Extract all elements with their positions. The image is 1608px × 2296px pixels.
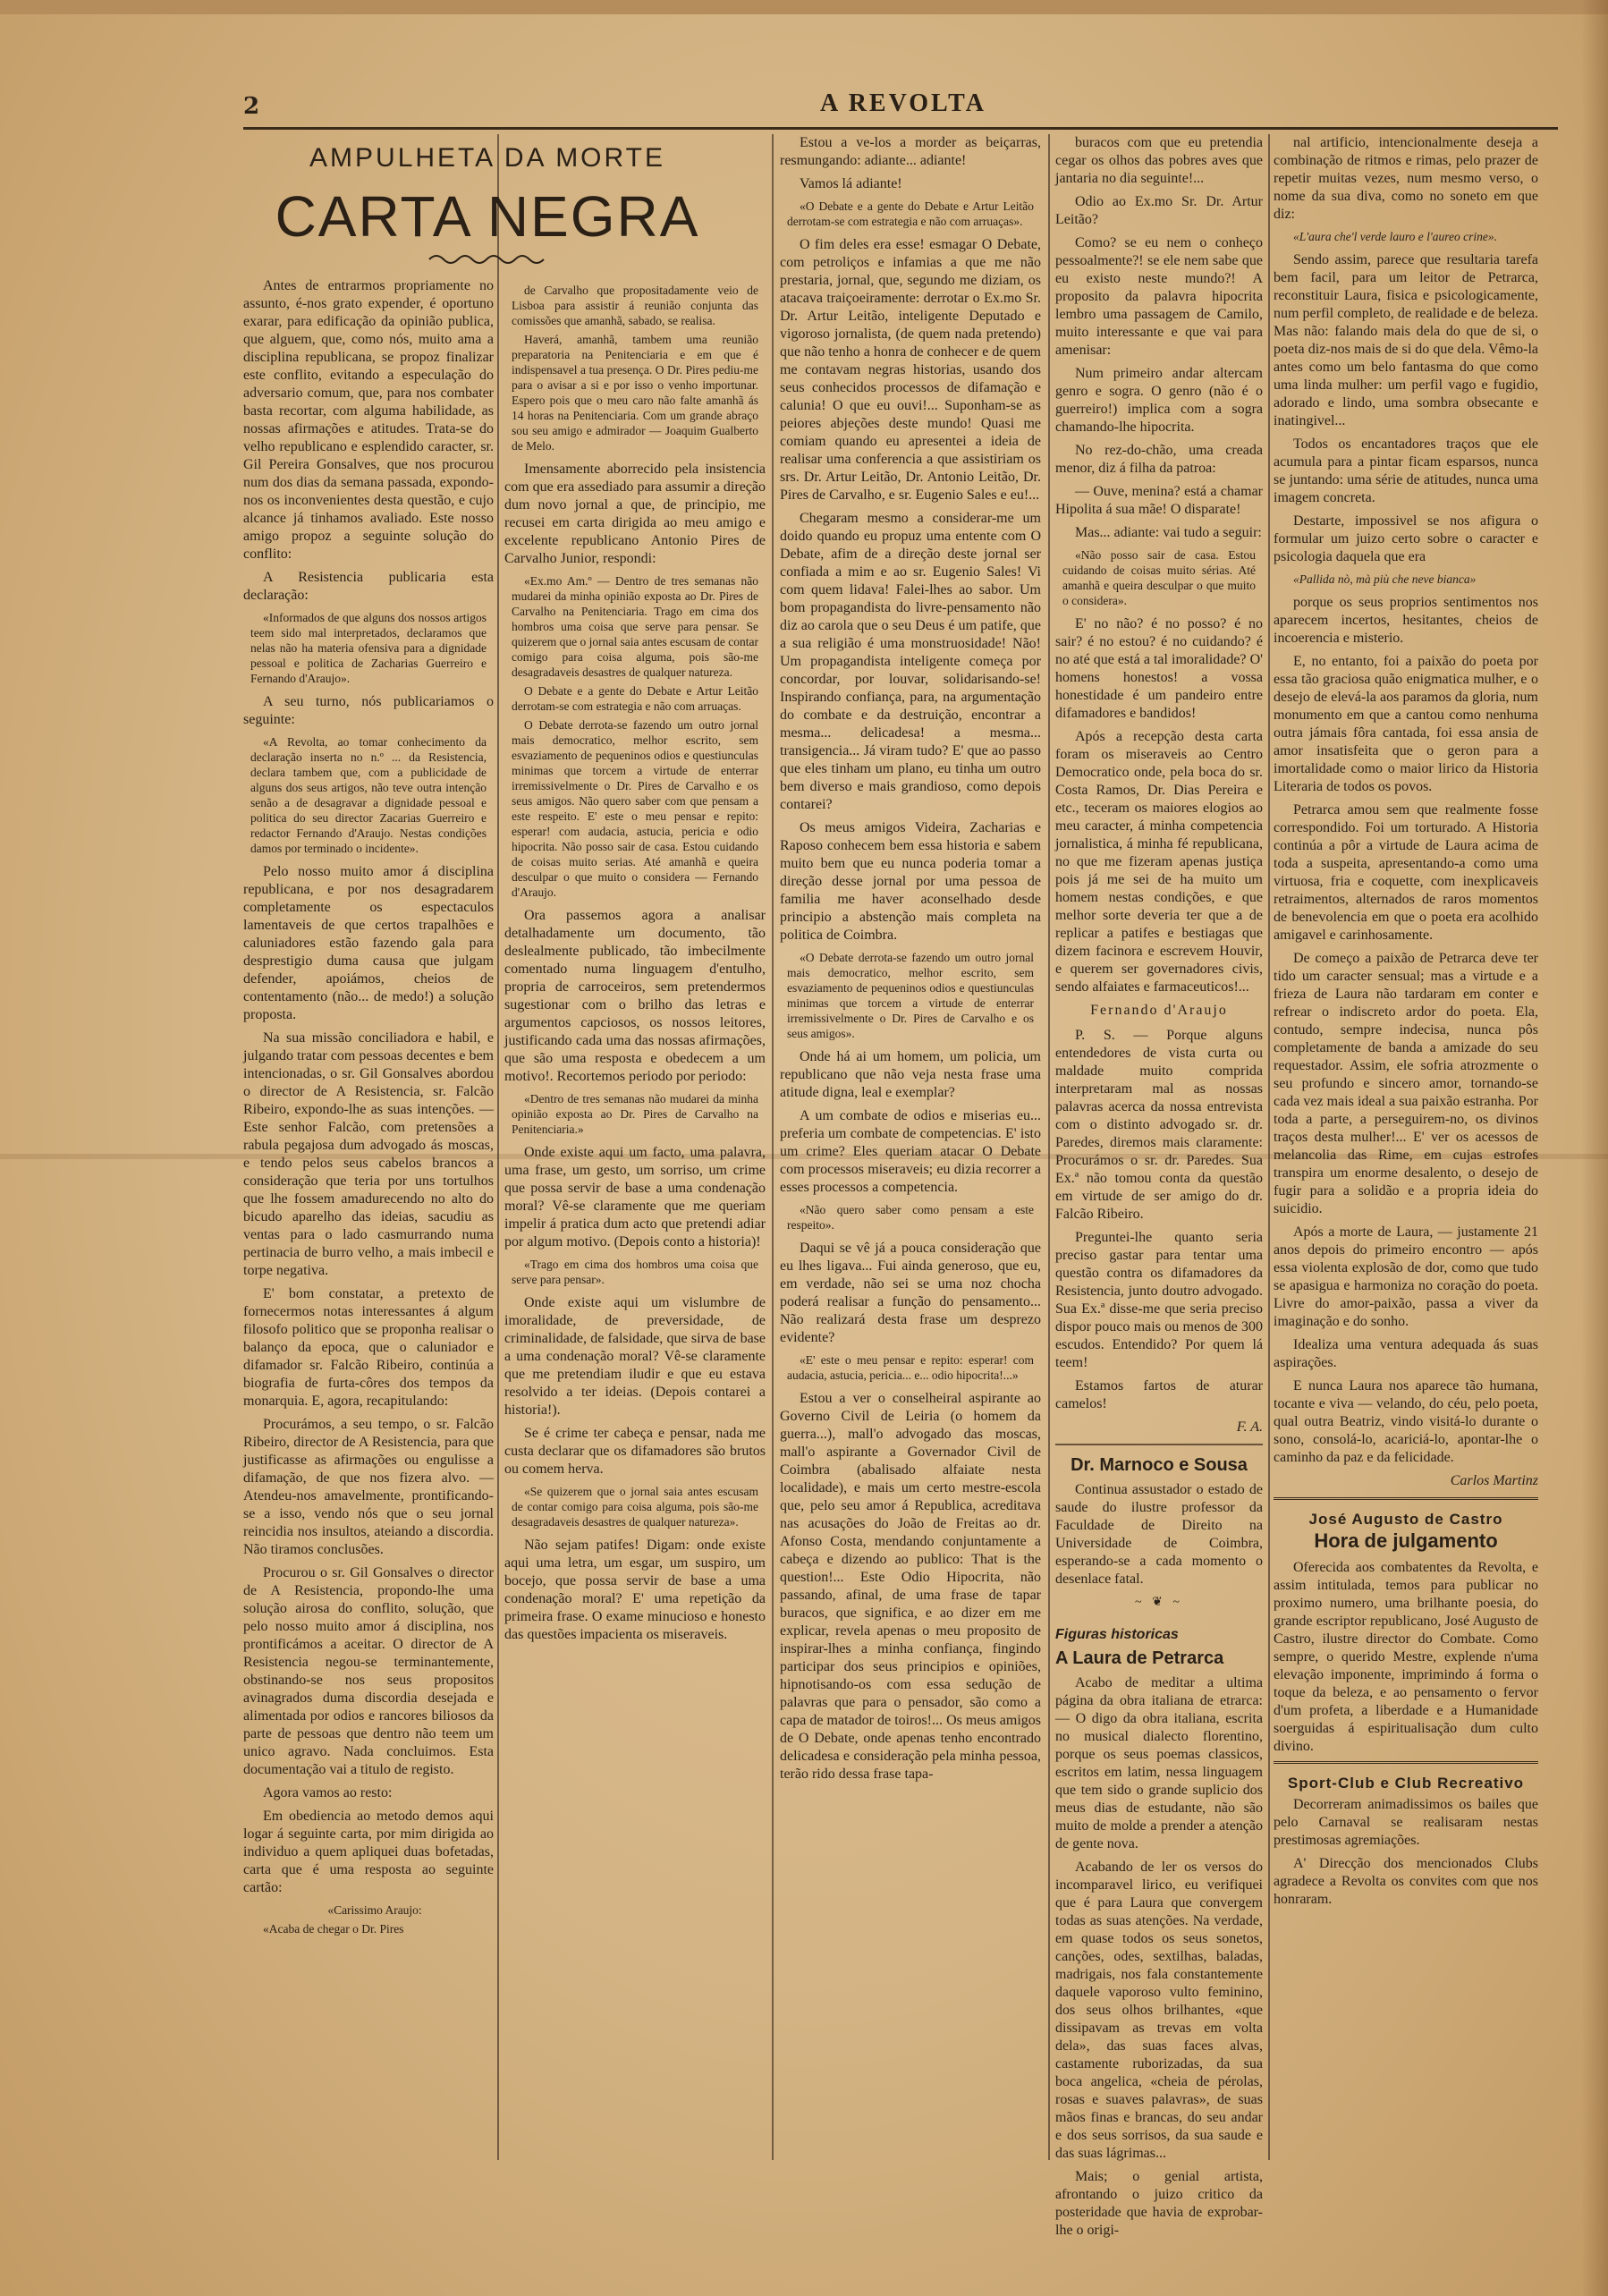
author-signature: Carlos Martinz — [1450, 1473, 1538, 1488]
masthead: A REVOLTA — [820, 89, 986, 117]
paragraph: A seu turno, nós publicariamos o seguinte: — [243, 694, 494, 727]
paragraph: Ora passemos agora a analisar detalhadamente um documento, tão deslealmente publicado, tão imbecilmente comentado numa linguagem d'entulho, propria de carroceiros, sem pretendermos sugestionar com o brilho das letras e argumentos capciosos, os nossos leitores, justificando cada uma das nossas afirmações, que são uma resposta e obedecem a um motivo!. Recortemos periodo por periodo: — [504, 908, 766, 1084]
paragraph: A Resistencia publicaria esta declaração: — [243, 570, 494, 603]
paragraph: Se é crime ter cabeça e pensar, nada me custa declarar que os difamadores são brutos ou comem herva. — [504, 1426, 766, 1477]
quote-text: «E' este o meu pensar e repito: esperar! com audacia, astucia, pericia... e... odio hipocrita!...» — [787, 1353, 1034, 1382]
section-heading: A Laura de Petrarca — [1055, 1648, 1224, 1668]
paragraph: Onde existe aqui um vislumbre de imoralidade, de preversidade, de criminalidade, de falsidade, que sirva de base a uma condenação moral? Vê-se claramente que me pretendiam iludir e que eu estava resolvido a ter ideias. (Depois contarei a historia!). — [504, 1295, 766, 1418]
quote-block — [512, 1091, 758, 1137]
paragraph: Mas... adiante: vai tudo a seguir: — [1075, 525, 1262, 540]
section-divider — [1274, 1761, 1538, 1764]
paragraph: Após a morte de Laura, — justamente 21 anos depois do primeiro encontro — após essa violenta explosão de dor, como que tudo se apasigua e harmoniza no coração do poeta. Livre do amor-paixão, passa a viver da imaginação e do sonho. — [1274, 1224, 1538, 1329]
paragraph: De começo a paixão de Petrarca deve ter tido um caracter sensual; mas a virtude e a frieza de Laura não tardaram em conter e refrear o indiscreto ardor do poeta. Ela, contudo, sempre indecisa, nunca pôs completamente de banda a amizade do seu requestador. Assim, ele sofria atrozmente o seu profundo e sincero amor, tornando-se cada vez mais ideal a sua paixão estranha. Por toda a parte, a perseguirem-no, os divinos traços desta mulher!... E' ver os acessos de melancolia das Rime, em cujas estrofes transpira um enorme desalento, o desejo de fugir para a solidão e a propria ideia do suicidio. — [1274, 951, 1538, 1216]
page-number: 2 — [243, 93, 260, 120]
quote-block — [250, 734, 487, 856]
column-2 — [504, 277, 766, 2160]
paragraph: P. S. — Porque alguns entendedores de vista curta ou maldade muito comprida interpretaram mal as nossas palavras acerca da nossa entrevista com o distinto advogado sr. dr. Paredes, diremos mais claramente: Procurámos o sr. dr. Paredes. Sua Ex.ª não tomou conta da questão em virtude de ser amigo do dr. Falcão Ribeiro. — [1055, 1028, 1263, 1222]
right-edge-shadow — [1581, 0, 1608, 2296]
quote-block — [787, 1352, 1034, 1383]
column-1 — [243, 277, 494, 2160]
quote-text: O Debate e a gente do Debate e Artur Leitão derrotam-se com estrategia e não com arruaças. — [512, 684, 758, 713]
quote-block — [787, 950, 1034, 1041]
paragraph: porque os seus proprios sentimentos nos aparecem incertos, hesitantes, cheios de incoerencia e misterio. — [1274, 595, 1538, 646]
paragraph: nal artificio, intencionalmente deseja a combinação de ritmos e rimas, pelo prazer de repetir muitas vezes, num mesmo verso, o nome da sua diva, como no soneto em que diz: — [1274, 135, 1538, 222]
title-ornament — [429, 252, 546, 267]
paragraph: Daqui se vê já a pouca consideração que eu lhes ligava... Fui ainda generoso, que eu, em verdade, não sei se uma noz chocha poderá realisar a função do pensamento... Não realizará desta frase um desprezo evidente? — [780, 1241, 1041, 1345]
paragraph: Agora vamos ao resto: — [263, 1785, 393, 1800]
quote-text: «Trago em cima dos hombros uma coisa que serve para pensar». — [512, 1258, 758, 1286]
section-heading: Hora de julgamento — [1314, 1529, 1498, 1552]
paragraph: Vamos lá adiante! — [800, 176, 902, 191]
section-heading: Dr. Marnoco e Sousa — [1071, 1455, 1248, 1475]
quote-text: «Carissimo Araujo: — [327, 1903, 422, 1917]
paragraph: Idealiza uma ventura adequada ás suas aspirações. — [1274, 1337, 1538, 1370]
paragraph: Preguntei-lhe quanto seria preciso gastar para tentar uma questão contra os difamadores da Resistencia, junto doutro advogado. Sua Ex.ª disse-me que seria preciso dispor pouco mais ou menos de 300 escudos. Entendido? Por quem lá teem! — [1055, 1230, 1263, 1370]
paragraph: Todos os encantadores traços que ele acumula para a pintar ficam esparsos, nunca se juntando: uma série de atitudes, nunca uma imagem concreta. — [1274, 436, 1538, 505]
column-rule — [1048, 134, 1050, 2160]
paragraph: E' bom constatar, a pretexto de fornecermos notas interessantes á algum filosofo politico que se proponha realisar o balanço da epoca, que o caluniador e difamador sr. Falcão Ribeiro, continúa a biografia de furta-côres dos tempos da monarquia. E, agora, recapitulando: — [243, 1286, 494, 1409]
section-heading: Sport-Club e Club Recreativo — [1287, 1775, 1525, 1792]
paragraph: Pelo nosso muito amor á disciplina republicana, e por nos desagradarem completamente os espectaculos lamentaveis de que certos trapalhões e caluniadores estão fazendo gala para desprestigio duma causa que julgam defender, apoiámos, cheios de contentamento (não... de medo!) a solução proposta. — [243, 864, 494, 1022]
paragraph: Onde há ai um homem, um policia, um republicano que não veja nesta frase uma atitude digna, leal e exemplar? — [780, 1049, 1041, 1100]
quote-block — [1281, 229, 1531, 244]
paragraph: E, no entanto, foi a paixão do poeta por essa tão graciosa quão enigmatica mulher, e o desejo de elevá-la aos paramos da gloria, num monumento em que a cantou como nenhuma outra jámais fôra cantada, foi essa ansia de amor insatisfeita que o geron para a imortalidade como o maior lirico da Historia Literaria de todos os povos. — [1274, 654, 1538, 794]
quote-text: «L'aura che'l verde lauro e l'aureo crine». — [1293, 230, 1497, 243]
paragraph: Onde existe aqui um facto, uma palavra, uma frase, um gesto, um sorriso, um crime que possa servir de base a uma condenação moral? Vê-se claramente que me queriam impelir á pratica dum acto que pretendi adiar por algum motivo. (Depois conto a historia)! — [504, 1145, 766, 1250]
paragraph: Continua assustador o estado de saude do ilustre professor da Faculdade de Direito na Universidade de Coimbra, esperando-se a cada momento o desenlace fatal. — [1055, 1482, 1263, 1587]
quote-block — [1281, 572, 1531, 587]
paragraph: — Ouve, menina? está a chamar Hipolita á sua mãe! O disparate! — [1055, 484, 1263, 517]
column-3 — [780, 134, 1041, 2160]
quote-block — [512, 283, 758, 453]
column-5 — [1274, 134, 1538, 2160]
paragraph: Sendo assim, parece que resultaria tarefa bem facil, para um leitor de Petrarca, reconstituir Laura, fisica e psicologicamente, num perfil completo, de realidade e de beleza. Mas não: falando mais dela do que de si, o poeta diz-nos mais de si do que dela. Vêmo-la antes como um belo fantasma do que como uma linda mulher: um perfil vago e fugidio, adorado e lindo, uma sombra obsecante e inatingivel... — [1274, 252, 1538, 428]
paragraph: O fim deles era esse! esmagar O Debate, com petroliços e infamias a que me não prestaria, jornal, que, segundo me diziam, os atacava traiçoeiramente: derrotar o Ex.mo Sr. Dr. Artur Leitão, inteligente Deputado e vigoroso jornalista, (de quem nada pretendo) que não tenho a honra de conhecer e de quem me contavam negras historias, usando dos seus conhecidos processos de difamação e calunia! O que eu ouvi!... Suponham-se as peiores abjeções deste mundo! Quasi me comiam quando eu apresentei a ideia de realisar uma conferencia a que assistiriam os srs. Dr. Artur Leitão, Dr. Antonio Leitão, Dr. Pires de Carvalho, e sr. Eugenio Sales e eu!... — [780, 237, 1041, 503]
paragraph: Como? se eu nem o conheço pessoalmente?! se ele nem sabe que eu existo neste mundo?! A proposito da palavra hipocrita lembro uma passagem de Camilo, muito interessante e que vai para amenisar: — [1055, 235, 1263, 358]
paragraph: Chegaram mesmo a considerar-me um doido quando eu propuz uma entente com O Debate, afim de a direção deste jornal ser confiada a mim e ao sr. Eugenio Sales! Vi com quem lidava! Falei-lhes ao sabor. Um bom propagandista do livre-pensamento não diz ao carola que o seu Deus é um patife, que a sua religião é uma monstruosidade! Não! Um propagandista inteligente começa por concordar, por louvar, solidarisando-se! Inspirando confiança, para, na argumentação do combate e da destruição, encontrar a mesma... delicadesa! a mesma... transigencia... Já viram tudo? E' que ao passo que eles tinham um plano, eu tinha um outro bem diverso e mais grandioso, como depois contarei? — [780, 511, 1041, 812]
quote-text: «Acaba de chegar o Dr. Pires — [263, 1922, 404, 1936]
quote-text: «Não posso sair de casa. Estou cuidando de coisas muito sérias. Até amanhã e queira desculpar o que muito o considera». — [1062, 548, 1256, 607]
quote-block — [512, 1484, 758, 1529]
quote-block — [250, 1902, 487, 1936]
quote-text: de Carvalho que propositadamente veio de Lisboa para assistir á reunião conjunta das comissões que amanhã, sabado, se realisa. — [512, 284, 758, 327]
paragraph: Os meus amigos Videira, Zacharias e Raposo conhecem bem essa historia e sabem muito bem que eu nunca poderia tomar a direção desse jornal por uma pessoa de familia me haver aconselhado desde principio a abstenção mais completa na politica de Coimbra. — [780, 820, 1041, 943]
quote-block — [512, 573, 758, 900]
quote-text: «Informados de que alguns dos nossos artigos teem sido mal interpretados, declaramos que nelas não ha materia ofensiva para a dignidade pessoal e politica de Zacharias Guerreiro e Fernando d'Araujo». — [250, 611, 487, 685]
paragraph: buracos com que eu pretendia cegar os olhos das pobres aves que jantaria no dia seguinte!... — [1055, 135, 1263, 186]
quote-text: «Não quero saber como pensam a este respeito». — [787, 1203, 1034, 1232]
article-title: CARTA NEGRA — [275, 184, 700, 249]
quote-text: «Ex.mo Am.º — Dentro de tres semanas não mudarei da minha opinião exposta ao Dr. Pires de Carvalho na Penitenciaria. Trago em cima dos hombros uma coisa que serve para pensar. Se quizerem que o jornal saia antes escusam de contar comigo para coisa alguma, pois são-me desagradaveis desastres de qualquer natureza. — [512, 574, 758, 679]
paragraph: Não sejam patifes! Digam: onde existe aqui uma letra, um esgar, um suspiro, um bocejo, que possa servir de base a uma condenação moral? E' uma repetição da primeira frase. O exame minucioso e honesto das questões impacienta os miseraveis. — [504, 1538, 766, 1642]
quote-block — [1062, 547, 1256, 608]
section-divider — [1274, 1497, 1538, 1500]
paragraph: Destarte, impossivel se nos afigura o formular um juizo certo sobre o caracter e psicologia daquela que era — [1274, 513, 1538, 564]
quote-block — [512, 1257, 758, 1287]
paragraph: Mais; o genial artista, afrontando o juizo critico da posteridade que havia de exprobar-lhe o origi- — [1055, 2169, 1263, 2238]
paragraph: Estou a ve-los a morder as beiçarras, resmungando: adiante... adiante! — [780, 135, 1041, 168]
column-rule — [1268, 134, 1270, 2160]
paragraph: Num primeiro andar altercam genro e sogra. O genro (não é o guerreiro!) implica com a sogra chamando-lhe hipocrita. — [1055, 366, 1263, 435]
quote-text: Haverá, amanhã, tambem uma reunião preparatoria na Penitenciaria e em que é indispensavel a tua presença. O Dr. Pires pediu-me para o avisar a si e por isso o venho importunar. Espero pois que o meu caro não falte amanhã ás 14 horas na Penitenciaria. Com um grande abraço sou seu amigo e admirador — Joaquim Gualberto de Melo. — [512, 333, 758, 453]
column-rule — [497, 134, 499, 2160]
quote-text: «O Debate derrota-se fazendo um outro jornal mais democratico, melhor escrito, sem esvaziamento de pequeninos odios e questiunculas minimas que torcem a virtude de enterrar irremissivelmente o Dr. Pires de Carvalho e os seus amigos». — [787, 951, 1034, 1040]
quote-text: O Debate derrota-se fazendo um outro jornal mais democratico, melhor escrito, sem esvaziamento de pequeninos odios e questiunculas minimas que torcem a virtude de enterrar irremissivelmente o Dr. Pires de Carvalho e os seus amigos. Não quero saber com que pensam a este respeito. E' este o meu pensar e repito: esperar! com audacia, astucia, pericia e odio hipocrita. Não posso sair de casa. Estou cuidando de coisas muito serias. Até amanhã e queira desculpar o que muito o considera — Fernando d'Araujo. — [512, 718, 758, 899]
paragraph: Imensamente aborrecido pela insistencia com que era assediado para assumir a direção dum novo jornal a que, de principio, me recusei em carta dirigida ao meu amigo e excelente republicano Antonio Pires de Carvalho Junior, respondi: — [504, 462, 766, 566]
quote-text: «Pallida nò, mà più che neve bianca» — [1293, 572, 1477, 586]
paragraph: Acabando de ler os versos do incomparavel lirico, eu verifiquei que é para Laura que convergem todas as suas atenções. Na verdade, em quase todos os seus sonetos, canções, odes, sextilhas, baladas, madrigais, nos fala constantemente daquele vaporoso vulto feminino, dos seus olhos brilhantes, «que dissipavam as trevas em volta dela», das suas faces alvas, castamente ruborizadas, da sua boca angelica, «cheia de pérolas, rosas e suaves palavras», de suas mãos finas e brancas, do seu andar e dos seus sorrisos, da sua saude e das suas lágrimas... — [1055, 1860, 1263, 2161]
author-signature: F. A. — [1236, 1419, 1263, 1435]
quote-text: «A Revolta, ao tomar conhecimento da declaração inserta no n.º ... da Resistencia, declara tambem que, com a publicidade de alguns dos seus artigos, não teve outra intenção senão a de desagravar a dignidade pessoal e politica do seu director Zacarias Guerreiro e redactor Fernando d'Araujo. Nestas condições damos por terminado o incidente». — [250, 735, 487, 855]
section-divider — [1055, 1444, 1263, 1445]
paragraph: No rez-do-chão, uma creada menor, diz á filha da patroa: — [1055, 443, 1263, 476]
paragraph: Procurou o sr. Gil Gonsalves o director de A Resistencia, propondo-lhe uma solução airosa do conflito, solução, que pelo nosso muito amor á disciplina, nos prontificámos a aceitar. O director de A Resistencia negou-se terminantemente, obstinando-se nos seus propositos avinagrados duma discordia desejada e alimentada por odios e rancores biliosos da parte de pessoas que dentro não teem um unico agravo. Nada concluimos. Esta documentação vai a titulo de registo. — [243, 1565, 494, 1777]
column-rule — [772, 134, 774, 2160]
paragraph: Após a recepção desta carta foram os miseraveis ao Centro Democratico onde, pela boca do sr. Costa Ramos, Dr. Dias Pereira e etc., teceram os maiores elogios ao meu caracter, á minha competencia jornalistica, á minha fé republicana, no que me fizeram apenas justiça pois já me sei de ha muito um homem nestas condições, e que melhor sorte deveria ter que a de replicar a patifes e bestiagas que dizem facinora e escrevem Houvir, e querem ser governadores civis, sendo alfaiates e farmaceuticos!... — [1055, 729, 1263, 995]
paragraph: A um combate de odios e miserias eu... preferia um combate de competencias. E' isto um crime? Eles queriam atacar O Debate com processos miseraveis; eu dizia recorrer a esses processos a competencia. — [780, 1108, 1041, 1195]
quote-block — [250, 610, 487, 686]
top-edge — [0, 0, 1608, 14]
quote-block — [787, 199, 1034, 229]
paragraph: Odio ao Ex.mo Sr. Dr. Artur Leitão? — [1055, 194, 1263, 227]
paragraph: Em obediencia ao metodo demos aqui logar á seguinte carta, por mim dirigida ao individuo a quem apliquei duas bofetadas, carta que é uma resposta ao seguinte cartão: — [243, 1809, 494, 1895]
paragraph: Acabo de meditar a ultima página da obra italiana de etrarca: — O digo da obra italiana, escrita no musical dialecto florentino, porque os seus poemas classicos, escritos em latim, nessa linguagem que tem sido o grande suplicio dos meus dias de estudante, não são muito de molde a prender a atenção de gente nova. — [1055, 1675, 1263, 1851]
author-signature: Fernando d'Araujo — [1090, 1003, 1228, 1018]
article-kicker: AMPULHETA DA MORTE — [309, 143, 665, 173]
section-heading: José Augusto de Castro — [1308, 1511, 1503, 1528]
paragraph: Antes de entrarmos propriamente no assunto, é-nos grato expender, é oportuno exarar, para edificação da opinião publica, que alguem, que, como nós, muito ama a disciplina republicana, se propoz finalizar este conflito, evitando a especulação do adversario comum, que, para nos combater basta recortar, com alguma habilidade, as nossas afirmações e atitudes. Trata-se do velho republicano e esplendido caracter, sr. Gil Pereira Gonsalves, que nos procurou num dos dias da semana passada, expondo-nos os inconvenientes desta questão, e cujo alcance já tinhamos avaliado. Este nosso amigo propoz a seguinte solução do conflito: — [243, 278, 494, 562]
header-rule — [243, 127, 1558, 130]
paragraph: Estamos fartos de aturar camelos! — [1055, 1378, 1263, 1411]
paragraph: Oferecida aos combatentes da Revolta, e assim intitulada, temos para publicar no proximo numero, uma brilhante poesia, do grande escriptor republicano, José Augusto de Castro, ilustre director do Combate. Como sempre, o querido Mestre, explende n'uma elevação imponente, imprimindo á forma o toque da beleza, e ao pensamento o fervor d'um profeta, a liberdade e a Humanidade soerguidas á espiritualisação dum culto divino. — [1274, 1560, 1538, 1754]
quote-block — [787, 1202, 1034, 1233]
column-4 — [1055, 134, 1263, 2238]
quote-text: «O Debate e a gente do Debate e Artur Leitão derrotam-se com estrategia e não com arruaças». — [787, 199, 1034, 228]
quote-text: «Se quizerem que o jornal saia antes escusam de contar comigo para coisa alguma, pois são-me desagradaveis desastres de qualquer natureza». — [512, 1485, 758, 1529]
paragraph: A' Direcção dos mencionados Clubs agradece a Revolta os convites com que nos honraram. — [1274, 1856, 1538, 1907]
paragraph: Na sua missão conciliadora e habil, e julgando tratar com pessoas decentes e bem intencionadas, o sr. Gil Gonsalves abordou o director de A Resistencia, sr. Falcão Ribeiro, expondo-lhe as suas intenções. — Este senhor Falcão, com pretensões a rabula pegajosa dum advogado ás moscas, e tendo pelos seus cabelos brancos a consideração que teria por uns tortulhos que lhe fossem amadurecendo no alto do bicudo aparelho das ideias, sacudiu as ventas para o lado casmurrando numa pertinacia de burro velho, a mais imbecil e torpe negativa. — [243, 1030, 494, 1278]
quote-text: «Dentro de tres semanas não mudarei da minha opinião exposta ao Dr. Pires de Carvalho na Penitenciaria.» — [512, 1092, 758, 1136]
paragraph: E nunca Laura nos aparece tão humana, tocante e viva — velando, do céu, pelo poeta, qual outra Beatriz, vindo visitá-lo durante o sono, consolá-lo, acariciá-lo, apontar-lhe o caminho da paz e da felicidade. — [1274, 1378, 1538, 1465]
ornament: ~ ❦ ~ — [1135, 1596, 1183, 1609]
paragraph: Petrarca amou sem que realmente fosse correspondido. Foi um torturado. A Historia continúa a pôr a virtude de Laura acima de toda a suspeita, apresentando-a como uma virtuosa, fria e coquette, com inexplicaveis retraimentos, alternados de raros momentos de benevolencia em que o poeta era acolhido amigavel e carinhosamente. — [1274, 802, 1538, 943]
paragraph: Estou a ver o conselheiral aspirante ao Governo Civil de Leiria (o homem da guerra...), mall'o advogado das moscas, mall'o aspirante a Governador Civil de Coimbra (abalisado alfaiate nesta localidade), e mais um certo mestre-escola que, pelo seu amor á Republica, acreditava nas acusações do João de Freitas ao dr. Afonso Costa, mendando conjuntamente a cabeça e dizendo ao publico: That is the question!... Este Odio Hipocrita, não passando, afinal, de uma frase de tapar buracos, que significa, e ao dizer em me explicar, revela apenas o meu proposito de inspirar-lhes a minha confiança, fingindo participar dos seus principios e opiniões, hipnotisando-os com essa sedução de palavras que para o pensador, são como a capa de matador de toiros!... Os meus amigos de O Debate, onde apenas tenho encontrado delicadesa e consideração pela minha pessoa, terão rido dessa frase tapa- — [780, 1391, 1041, 1782]
paragraph: Decorreram animadissimos os bailes que pelo Carnaval se realisaram nestas prestimosas agremiações. — [1274, 1797, 1538, 1848]
section-heading: Figuras historicas — [1055, 1627, 1179, 1642]
paragraph: Procurámos, a seu tempo, o sr. Falcão Ribeiro, director de A Resistencia, para que justificasse as afirmações ou engulisse a difamação, de que nos fizera alvo. — Atendeu-nos amavelmente, prontificando-se a isso, vendo nós que o seu jornal reincidia nos insultos, ateiando a discordia. Não tiramos conclusões. — [243, 1417, 494, 1557]
paragraph: E' no não? é no posso? é no sair? é no estou? é no cuidando? é no até que está a tal imoralidade? O' homens honestos! a vossa honestidade é um pandeiro entre difamadores e bandidos! — [1055, 616, 1263, 721]
